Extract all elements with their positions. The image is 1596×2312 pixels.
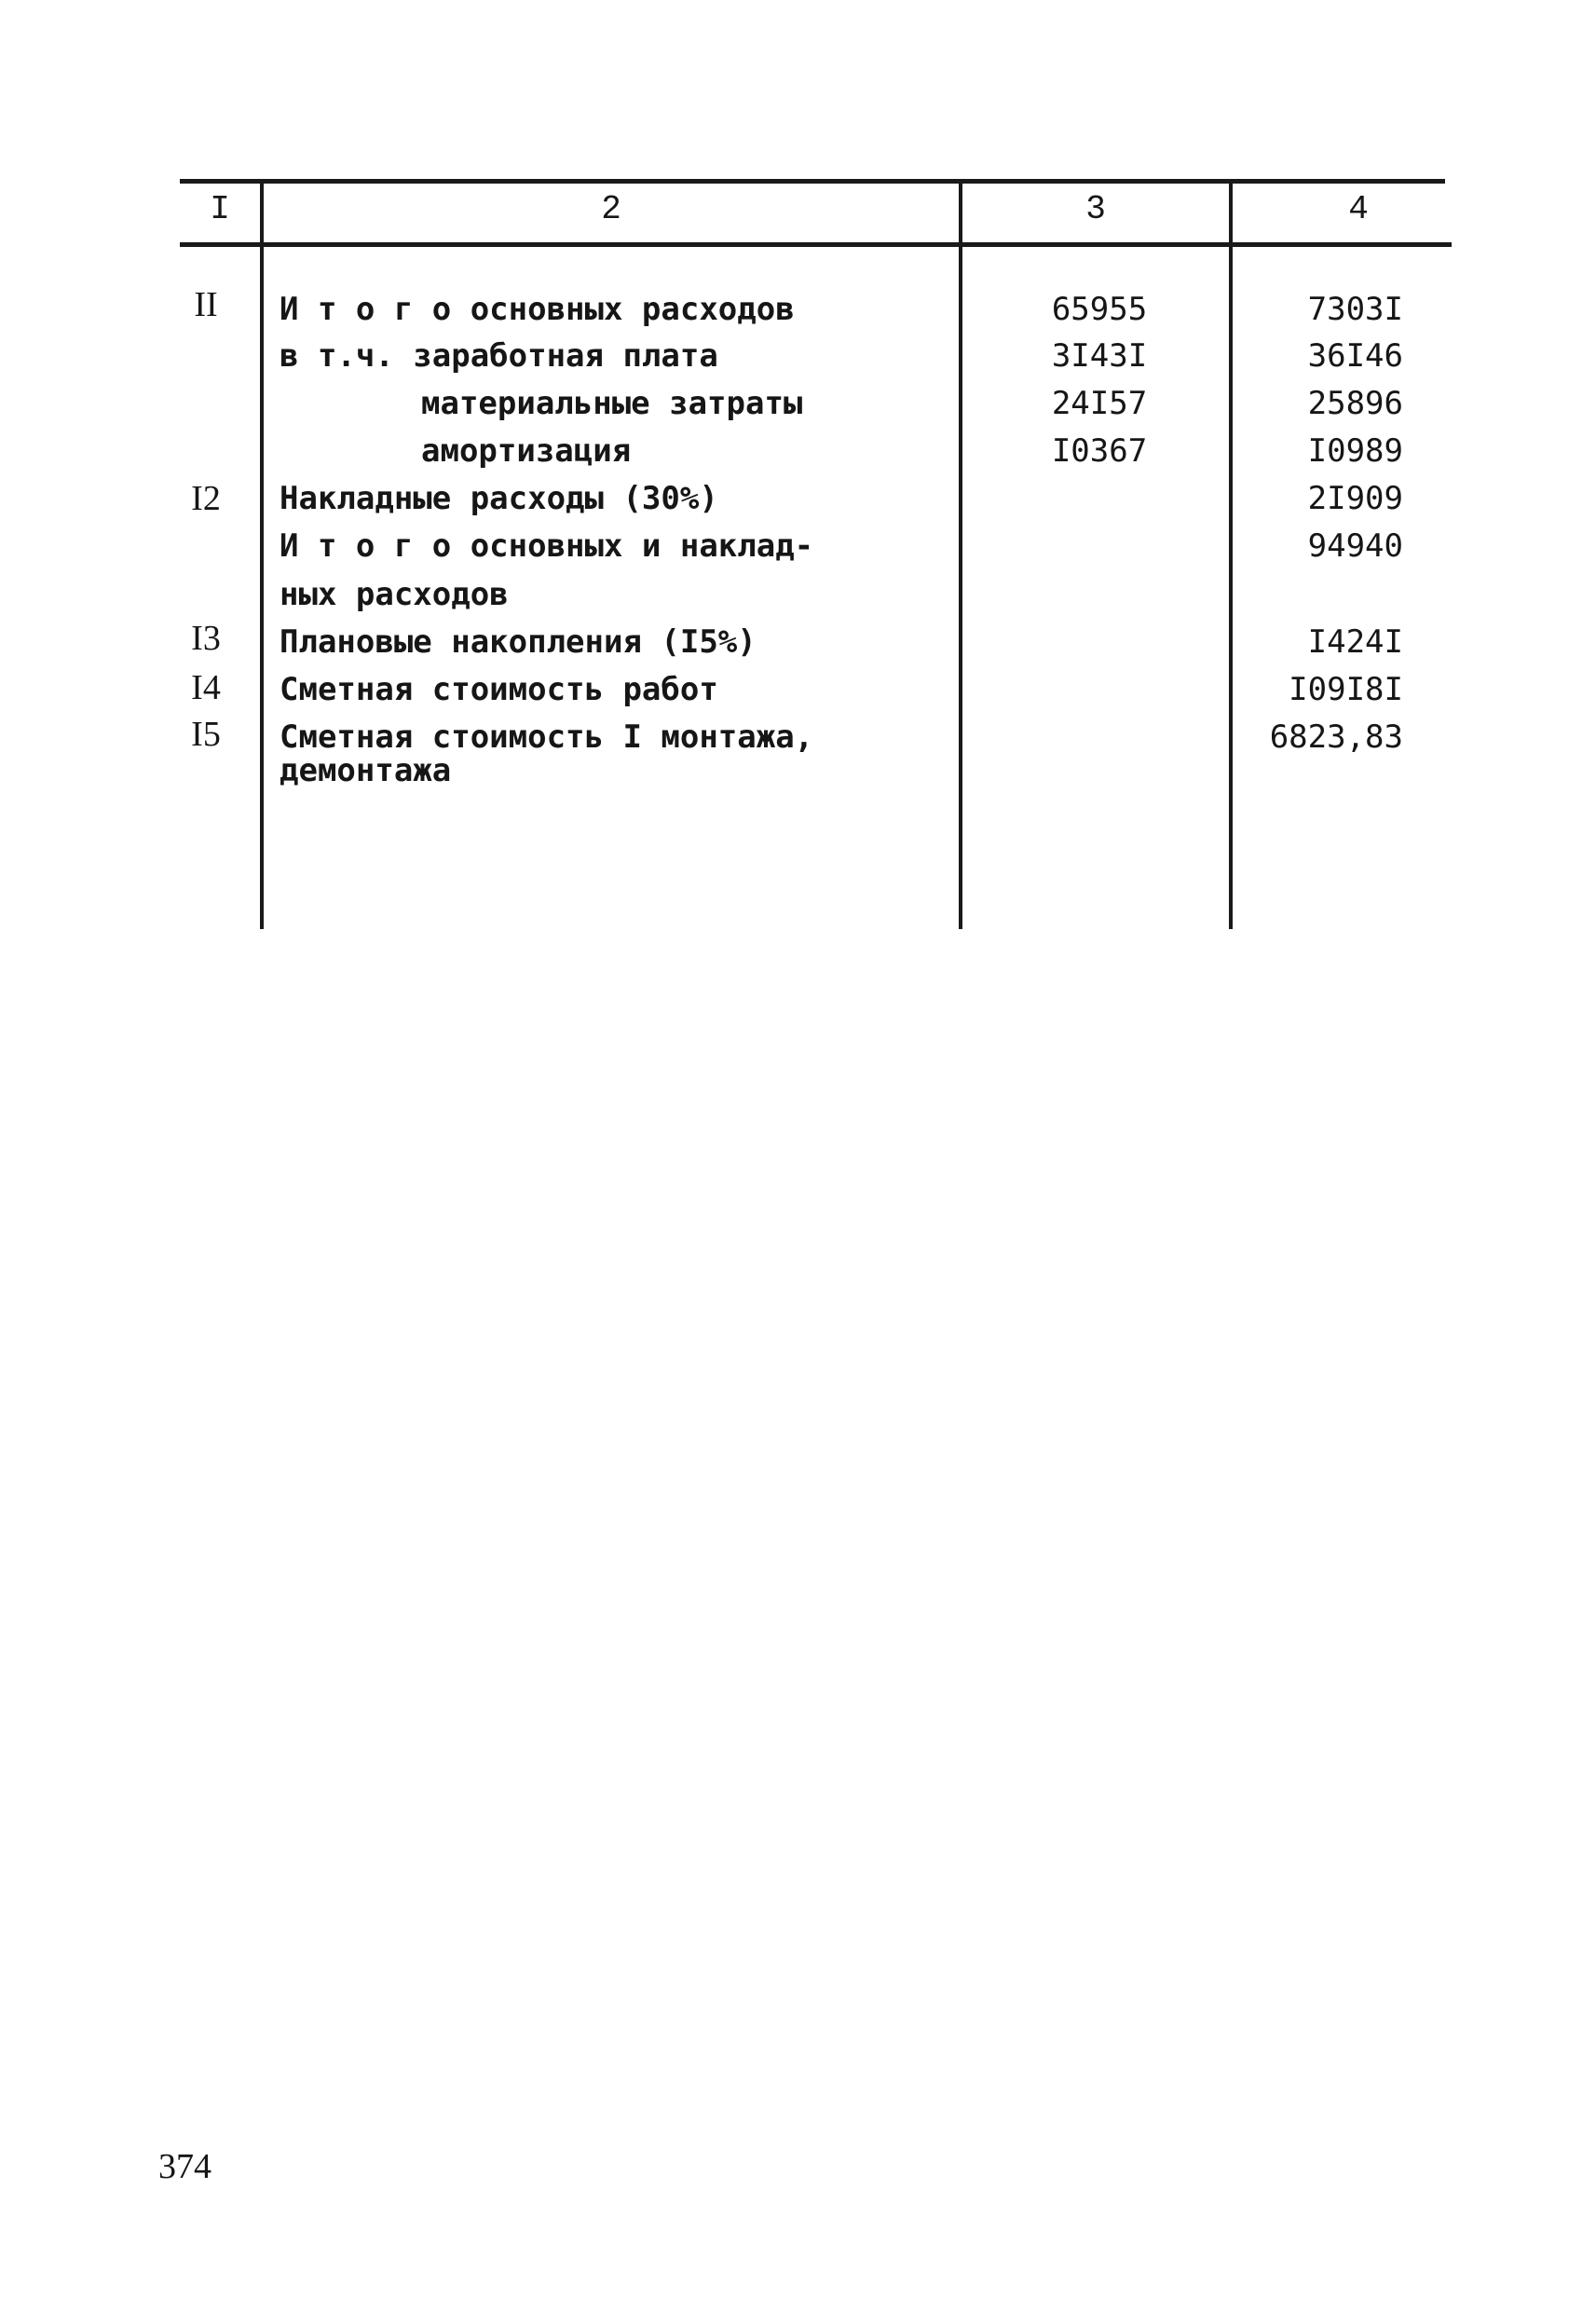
row-value-col-4: I0989 bbox=[1307, 432, 1403, 470]
row-value-col-4: 2I909 bbox=[1307, 480, 1403, 517]
row-value-col-4: 25896 bbox=[1307, 385, 1403, 422]
row-value-col-4: 6823,83 bbox=[1269, 718, 1403, 756]
page-number: 374 bbox=[158, 2147, 211, 2186]
row-value-col-4: I424I bbox=[1307, 623, 1403, 661]
row-description: амортизация bbox=[421, 432, 632, 470]
row-number: I5 bbox=[191, 715, 221, 754]
row-number: I4 bbox=[191, 668, 221, 707]
row-value-col-4: 36I46 bbox=[1307, 337, 1403, 375]
row-description: И т о г о основных расходов bbox=[280, 291, 795, 328]
row-value-col-3: 3I43I bbox=[1051, 337, 1148, 375]
row-value-col-3: 24I57 bbox=[1051, 385, 1148, 422]
column-divider-2 bbox=[959, 179, 962, 929]
row-description: ных расходов bbox=[280, 576, 509, 613]
row-description: материальные затраты bbox=[421, 385, 803, 422]
row-value-col-4: I09I8I bbox=[1289, 671, 1403, 708]
column-divider-1 bbox=[260, 179, 264, 929]
table-header-col-2: 2 bbox=[601, 190, 621, 228]
row-description: Сметная стоимость работ bbox=[280, 671, 718, 708]
row-description: И т о г о основных и наклад- bbox=[280, 527, 814, 565]
row-description: Накладные расходы (30%) bbox=[280, 480, 718, 517]
row-description: в т.ч. заработная плата bbox=[280, 337, 718, 375]
row-description: демонтажа bbox=[280, 752, 452, 789]
row-description: Плановые накопления (I5%) bbox=[280, 623, 757, 661]
row-value-col-4: 7303I bbox=[1307, 291, 1403, 328]
row-value-col-3: I0367 bbox=[1051, 432, 1148, 470]
table-header-col-1: I bbox=[210, 190, 230, 228]
table-header-col-4: 4 bbox=[1348, 190, 1369, 228]
row-description: Сметная стоимость I монтажа, bbox=[280, 718, 814, 756]
row-value-col-3: 65955 bbox=[1051, 291, 1148, 328]
table-header-col-3: 3 bbox=[1085, 190, 1106, 228]
row-number: I3 bbox=[191, 619, 221, 658]
row-number: II bbox=[194, 285, 218, 324]
row-number: I2 bbox=[191, 479, 221, 518]
row-value-col-4: 94940 bbox=[1307, 527, 1403, 565]
table-header-rule bbox=[180, 242, 1452, 247]
table-top-rule bbox=[180, 179, 1445, 184]
